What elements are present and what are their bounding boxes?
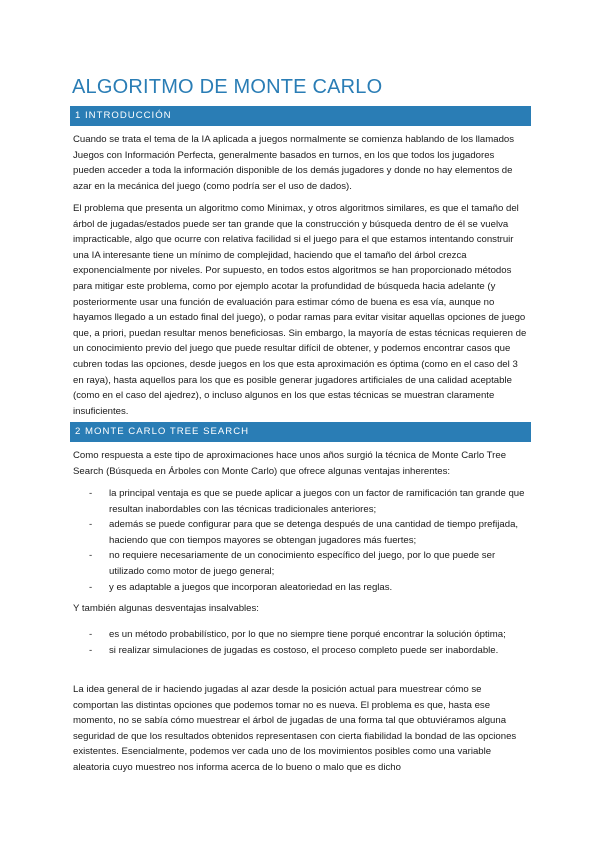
- list-item-text: además se puede configurar para que se detenga después de una cantidad de tiempo prefijada, haciendo que con tiempos mayores se obtengan jugadores más fuertes;: [109, 519, 519, 546]
- list-item-text: y es adaptable a juegos que incorporan aleatoriedad en las reglas.: [109, 581, 393, 593]
- list-item: [73, 486, 528, 517]
- list-item: [73, 517, 528, 548]
- advantages-list: [73, 486, 528, 595]
- list-item: [73, 627, 528, 643]
- document-title: ALGORITMO DE MONTE CARLO: [72, 76, 383, 98]
- list-item: [73, 643, 528, 659]
- list-bullet: -: [89, 550, 93, 562]
- list-bullet: -: [89, 488, 93, 499]
- list-item-text: si realizar simulaciones de jugadas es costoso, el proceso completo puede ser inabordable.: [109, 644, 499, 656]
- list-bullet: -: [89, 519, 93, 531]
- list-bullet: -: [89, 581, 93, 593]
- intro-paragraph-1: Cuando se trata el tema de la IA aplicada a juegos normalmente se comienza hablando de los llamados Juegos con Información Perfecta, generalmente basados en turnos, en los que todos los jugadores pueden acceder a toda la información disponible de los demás jugadores y donde no hay elementos de azar en la mecánica del juego (como podría ser el uso de dados).: [73, 134, 515, 192]
- mcts-paragraph-3: La idea general de ir haciendo jugadas al azar desde la posición actual para muestrear cómo se comportan las distintas opciones que podemos tomar no es nueva. El problema es que, hasta ese momento, no se sabía cómo muestrear el árbol de jugadas de una forma tal que obtuviéramos alguna seguridad de que los resultados obtenidos representasen con cierta fiabilidad la bondad de las opciones existentes. Esencialmente, podemos ver cada uno de los movimientos posibles como una variable aleatoria cuyo muestreo nos informa acerca de lo bueno o malo que es dicho: [73, 684, 517, 773]
- intro-paragraph-2: El problema que presenta un algoritmo como Minimax, y otros algoritmos similares, es que el tamaño del árbol de jugadas/estados puede ser tan grande que la construcción y búsqueda dentro de él se vuelva impracticable, algo que ocurre con relativa facilidad si el juego para el que estamos intentando construir una IA interesante tiene un mínimo de complejidad, haciendo que el tamaño del árbol crezca exponencialmente por niveles. Por supuesto, en todos estos algoritmos se han proporcionado métodos para mitigar este problema, como por ejemplo acotar la profundidad de búsqueda hacia adelante (y posteriormente usar una función de evaluación para estimar cómo de buena es esa vía, aunque no hayamos llegado a un estado final del juego), o podar ramas para evitar visitar aquellas opciones de juego que, a priori, puedan resultar menos beneficiosas. Sin embargo, la mayoría de estas técnicas requieren de un conocimiento previo del juego que puede resultar difícil de obtener, y podemos encontrar casos que cubren todas las opciones, desde juegos en los que esta aproximación es óptima (como en el caso del 3 en raya), hasta aquellos para los que es posible generar jugadores artificiales de una calidad aceptable (como en el caso del ajedrez), o incluso algunos en los que estas técnicas se muestran claramente insuficientes.: [73, 203, 527, 417]
- list-bullet: -: [89, 629, 93, 640]
- list-item-text: es un método probabilístico, por lo que no siempre tiene porqué encontrar la solución óptima;: [109, 629, 506, 640]
- disadvantages-list: [73, 627, 528, 658]
- section-heading-introduccion: 1 INTRODUCCIÓN: [70, 106, 531, 126]
- section-heading-mcts: 2 MONTE CARLO TREE SEARCH: [70, 422, 531, 442]
- list-item-text: no requiere necesariamente de un conocimiento específico del juego, por lo que puede ser utilizado como motor de juego general;: [109, 550, 496, 577]
- mcts-paragraph-1: Como respuesta a este tipo de aproximaciones hace unos años surgió la técnica de Monte Carlo Tree Search (Búsqueda en Árboles con Monte Carlo) que ofrece algunas ventajas inherentes:: [73, 450, 507, 477]
- list-bullet: -: [89, 644, 93, 656]
- list-item-text: la principal ventaja es que se puede aplicar a juegos con un factor de ramificación tan grande que resultan inabordables con las técnicas tradicionales anteriores;: [109, 488, 525, 515]
- list-item: [73, 580, 528, 596]
- list-item: [73, 548, 528, 579]
- mcts-paragraph-2: Y también algunas desventajas insalvables:: [73, 603, 259, 614]
